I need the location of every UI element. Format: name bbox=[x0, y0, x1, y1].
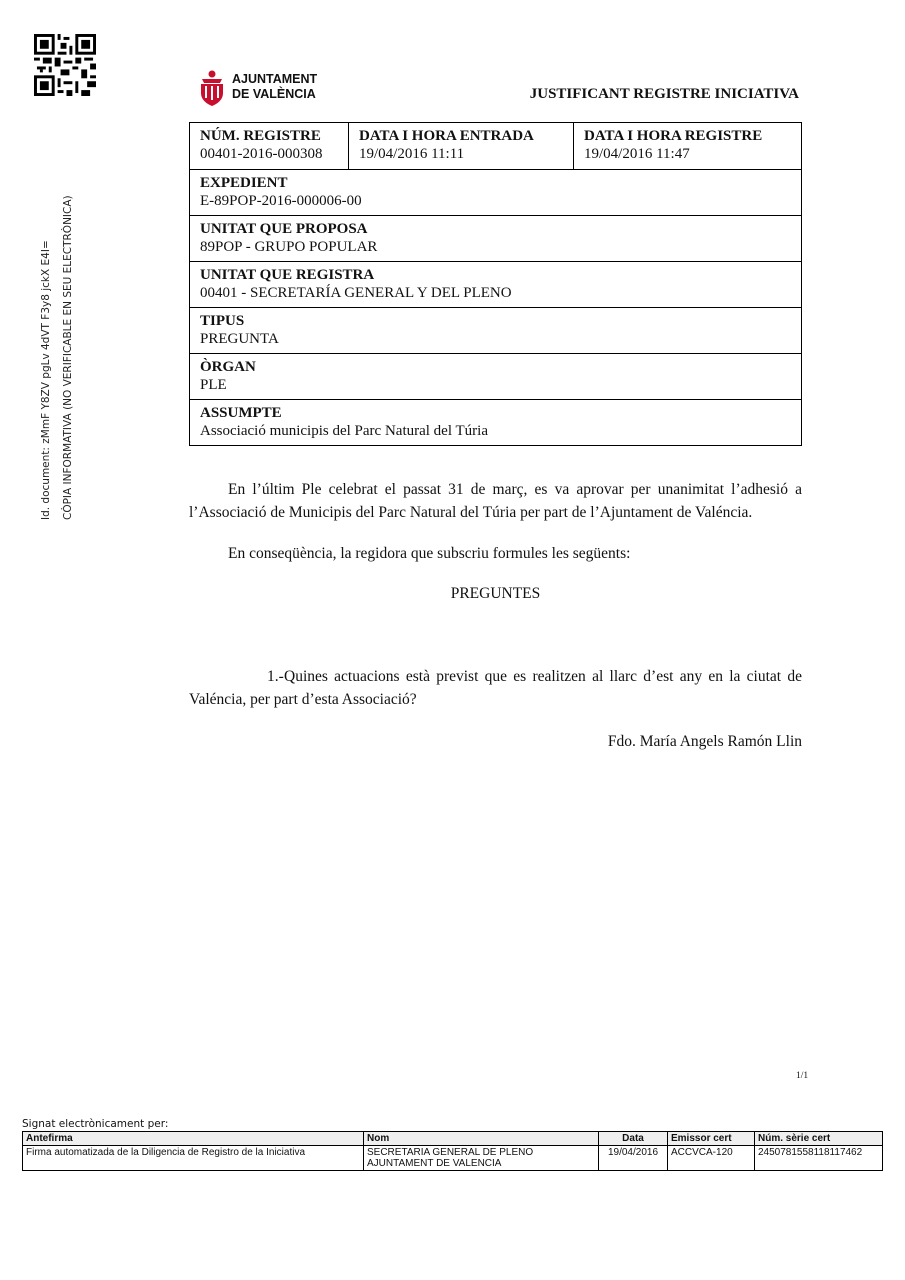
assumpte-label: ASSUMPTE bbox=[200, 405, 282, 421]
paragraph-1: En l’últim Ple celebrat el passat 31 de març, es va aprovar per unanimitat l’adhesió a l’Associació de Municipis del Parc Natural del Túria per part de l’Ajuntament de Valéncia. bbox=[189, 481, 802, 521]
tipus-row bbox=[190, 307, 801, 353]
registry-row-header bbox=[190, 123, 801, 169]
nom-line-2: AJUNTAMENT DE VALENCIA bbox=[367, 1158, 502, 1169]
unitat-registra-row bbox=[190, 261, 801, 307]
unitat-proposa-label: UNITAT QUE PROPOSA bbox=[200, 221, 368, 237]
organ-row bbox=[190, 353, 801, 399]
data-entrada-value: 19/04/2016 11:11 bbox=[359, 146, 465, 162]
col-nom: Nom bbox=[364, 1132, 599, 1146]
document-id-vertical: Id. document: zMmF Y8ZV pgLv 4dVT F3y8 jckX E4I= bbox=[40, 240, 52, 520]
qr-code bbox=[34, 34, 96, 96]
signature-table-header bbox=[23, 1132, 883, 1146]
data-cell: 19/04/2016 bbox=[599, 1146, 668, 1171]
unitat-proposa-value: 89POP - GRUPO POPULAR bbox=[200, 239, 378, 255]
question-1-text: Quines actuacions està previst que es realitzen al llarc d’est any en la ciutat de Valéncia, per part d’esta Associació? bbox=[189, 668, 802, 708]
ajuntament-shield-logo bbox=[196, 69, 228, 107]
num-registre-label: NÚM. REGISTRE bbox=[200, 128, 321, 144]
expedient-value: E-89POP-2016-000006-00 bbox=[200, 193, 362, 209]
unitat-registra-value: 00401 - SECRETARÍA GENERAL Y DEL PLENO bbox=[200, 285, 512, 301]
logo-line-1: AJUNTAMENT bbox=[232, 72, 318, 86]
data-registre-value: 19/04/2016 11:47 bbox=[584, 146, 690, 162]
registry-table bbox=[189, 122, 802, 446]
assumpte-value: Associació municipis del Parc Natural del Túria bbox=[200, 423, 488, 439]
expedient-row bbox=[190, 169, 801, 215]
antefirma-cell: Firma automatizada de la Diligencia de Registro de la Iniciativa bbox=[23, 1146, 364, 1171]
logo-line-2: DE VALÈNCIA bbox=[232, 87, 316, 101]
col-data: Data bbox=[599, 1132, 668, 1146]
logo-text bbox=[232, 72, 317, 102]
table-row bbox=[23, 1146, 883, 1171]
num-registre-cell bbox=[190, 123, 348, 169]
expedient-label: EXPEDIENT bbox=[200, 175, 288, 191]
question-1-number: 1.- bbox=[267, 668, 284, 685]
serie-cell: 2450781558118117462 bbox=[755, 1146, 883, 1171]
col-antefirma: Antefirma bbox=[23, 1132, 364, 1146]
paragraph-2: En conseqüència, la regidora que subscriu formules les següents: bbox=[228, 545, 631, 562]
num-registre-value: 00401-2016-000308 bbox=[200, 146, 323, 162]
unitat-registra-label: UNITAT QUE REGISTRA bbox=[200, 267, 375, 283]
col-serie: Núm. sèrie cert bbox=[755, 1132, 883, 1146]
section-title: PREGUNTES bbox=[450, 585, 541, 602]
document-title: JUSTIFICANT REGISTRE INICIATIVA bbox=[529, 86, 799, 102]
signature-line: Fdo. María Angels Ramón Llin bbox=[607, 733, 802, 750]
organ-label: ÒRGAN bbox=[200, 359, 256, 375]
data-entrada-cell bbox=[348, 123, 573, 169]
assumpte-row bbox=[190, 399, 801, 445]
signature-table bbox=[22, 1131, 883, 1171]
data-registre-cell bbox=[573, 123, 801, 169]
unitat-proposa-row bbox=[190, 215, 801, 261]
nom-line-1: SECRETARIA GENERAL DE PLENO bbox=[367, 1147, 534, 1158]
tipus-label: TIPUS bbox=[200, 313, 245, 329]
emissor-cell: ACCVCA-120 bbox=[668, 1146, 755, 1171]
tipus-value: PREGUNTA bbox=[200, 331, 279, 347]
data-registre-label: DATA I HORA REGISTRE bbox=[584, 128, 763, 144]
informative-copy-vertical: CÒPIA INFORMATIVA (NO VERIFICABLE EN SEU ELECTRÒNICA) bbox=[62, 195, 74, 520]
nom-cell bbox=[364, 1146, 599, 1171]
organ-value: PLE bbox=[200, 377, 227, 393]
page-number: 1/1 bbox=[796, 1071, 809, 1081]
signature-heading: Signat electrònicament per: bbox=[22, 1118, 169, 1130]
col-emissor: Emissor cert bbox=[668, 1132, 755, 1146]
question-1 bbox=[189, 665, 802, 711]
data-entrada-label: DATA I HORA ENTRADA bbox=[359, 128, 534, 144]
